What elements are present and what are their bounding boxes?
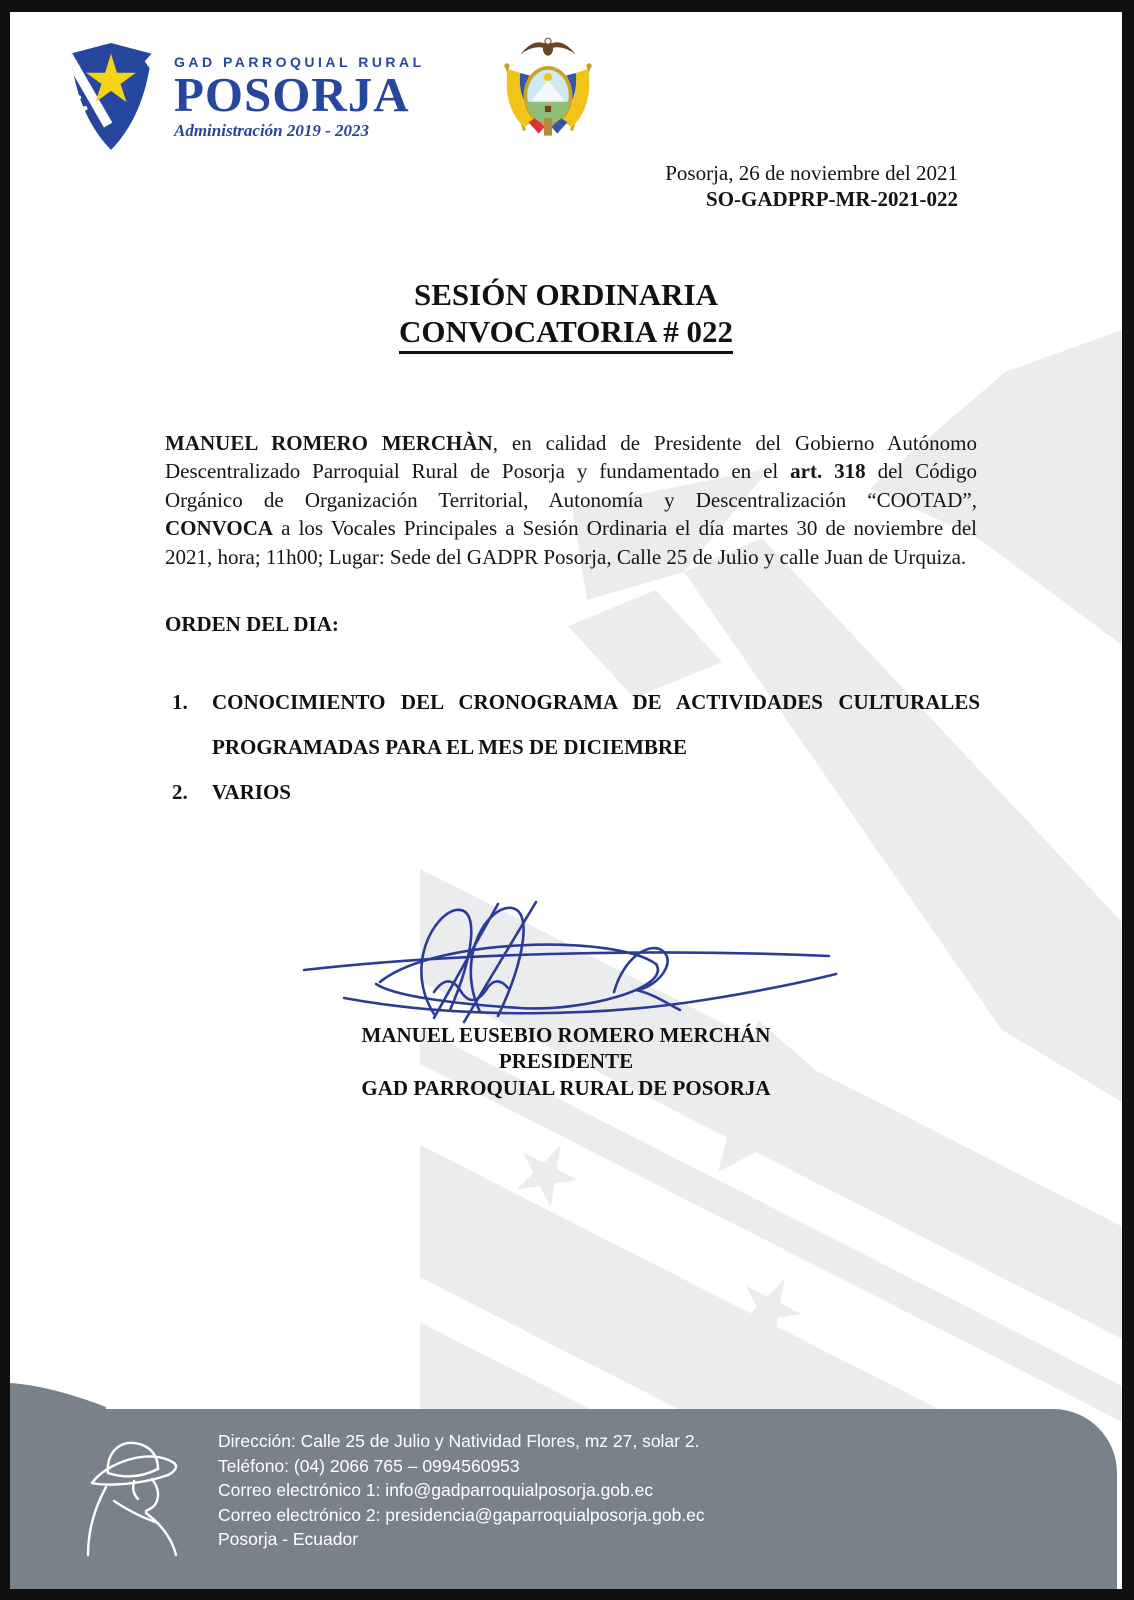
document-reference: SO-GADPRP-MR-2021-022 <box>706 187 958 212</box>
document-title <box>160 276 972 354</box>
city-date: Posorja, 26 de noviembre del 2021 <box>665 161 958 185</box>
handwritten-signature-icon <box>266 896 866 1028</box>
agenda-list <box>172 680 980 815</box>
date-reference-block <box>665 160 958 213</box>
logo-text-block <box>174 38 425 141</box>
title-line2: CONVOCATORIA # 022 <box>399 313 733 354</box>
convoca-keyword: CONVOCA <box>165 516 274 541</box>
signatory-name: MANUEL EUSEBIO ROMERO MERCHÁN <box>361 1023 771 1047</box>
paragraph-segment: a los Vocales Principales a Sesión Ordinaria el día martes 30 de noviembre del 2021, hora; 11h00; Lugar: Sede del GADPR Posorja, Calle 25 de Julio y calle Juan de Urquiza. <box>165 516 977 569</box>
signature-block <box>160 896 972 1101</box>
title-line1: SESIÓN ORDINARIA <box>413 277 719 312</box>
footer-swoosh-icon <box>10 1382 106 1409</box>
posorja-shield-icon <box>58 38 164 156</box>
footer-contact-lines <box>218 1429 705 1552</box>
signatory-name-inline: MANUEL ROMERO MERCHÀN <box>165 431 493 455</box>
posorja-logo <box>58 38 425 156</box>
contact-footer <box>10 1409 1117 1589</box>
footer-location: Posorja - Ecuador <box>218 1529 359 1549</box>
logo-name: POSORJA <box>174 67 410 122</box>
agenda-item-text: CONOCIMIENTO DEL CRONOGRAMA DE ACTIVIDADES CULTURALES PROGRAMADAS PARA EL MES DE DICIEMBRE <box>212 690 980 759</box>
agenda-item-1 <box>172 680 980 770</box>
agenda-item-text: VARIOS <box>212 779 291 804</box>
agenda-heading: ORDEN DEL DIA: <box>165 612 339 636</box>
signatory-title: PRESIDENTE <box>498 1049 634 1074</box>
agenda-item-number: 1. <box>172 690 188 714</box>
hatted-man-icon <box>80 1421 188 1557</box>
document-page <box>10 12 1122 1589</box>
agenda-item-2 <box>172 770 980 815</box>
paragraph-segment: , en calidad de Presidente del Gobierno Autónomo Descentralizado Parroquial Rural de Posorja y fundamentado en el <box>165 431 977 484</box>
signatory-organization: GAD PARROQUIAL RURAL DE POSORJA <box>361 1075 771 1100</box>
footer-email-2: Correo electrónico 2: presidencia@gaparroquialposorja.gob.ec <box>218 1504 705 1525</box>
logo-top-line: GAD PARROQUIAL RURAL <box>174 54 425 70</box>
ecuador-coat-of-arms-icon <box>478 32 618 150</box>
convocation-paragraph <box>165 429 977 571</box>
footer-email-1: Correo electrónico 1: info@gadparroquialposorja.gob.ec <box>218 1480 654 1500</box>
paragraph-segment: del Código Orgánico de Organización Territorial, Autonomía y Descentralización “COOTAD”, <box>165 459 978 512</box>
footer-phone: Teléfono: (04) 2066 765 – 0994560953 <box>218 1455 520 1476</box>
agenda-item-number: 2. <box>172 779 188 804</box>
footer-address: Dirección: Calle 25 de Julio y Natividad Flores, mz 27, solar 2. <box>218 1431 700 1451</box>
article-reference: art. 318 <box>790 459 866 484</box>
logo-subtitle: Administración 2019 - 2023 <box>174 121 370 140</box>
